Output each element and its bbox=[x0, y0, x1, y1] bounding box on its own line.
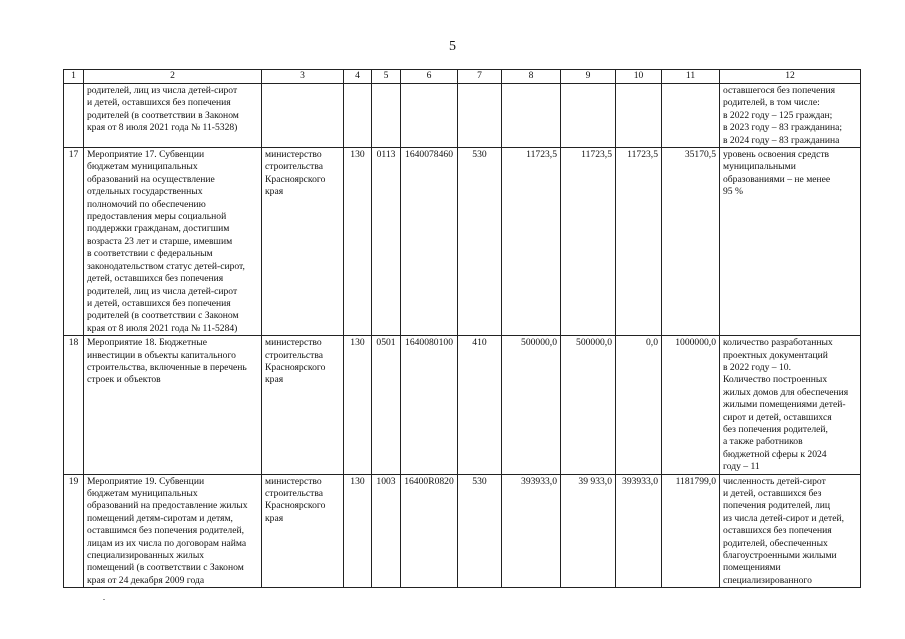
code-vr-cell: 530 bbox=[458, 474, 502, 588]
cell-text-line: министерство bbox=[265, 337, 322, 349]
cell-text-line: родителей (в соответствии с Законом bbox=[87, 310, 239, 322]
cell-text-line: специализированного bbox=[723, 574, 812, 586]
table-row bbox=[64, 148, 861, 336]
code-grbs-cell: 130 bbox=[344, 474, 372, 588]
column-header: 10 bbox=[616, 70, 662, 84]
header-row bbox=[64, 70, 861, 84]
cell-text-line: численность детей-сирот bbox=[723, 475, 826, 487]
cell-text-line: и детей, оставшихся без попечения bbox=[87, 97, 231, 109]
cell-text-line: инвестиции в объекты капитального bbox=[87, 349, 236, 361]
table-row bbox=[64, 474, 861, 588]
cell-text-line: в соответствии с федеральным bbox=[87, 248, 213, 260]
cell-text-line: муниципальными bbox=[723, 161, 796, 173]
cell-text-line: края от 8 июля 2021 года № 11-5328) bbox=[87, 122, 238, 134]
cell-text-line: а также работников bbox=[723, 436, 803, 448]
expected-result-cell bbox=[720, 148, 861, 336]
cell-text-line: родителей, лиц из числа детей-сирот bbox=[87, 85, 238, 96]
cell-text-line: жилых домов для обеспечения bbox=[723, 386, 849, 398]
row-number-cell: 17 bbox=[64, 148, 84, 336]
cell-text-line: строительства bbox=[265, 349, 324, 361]
cell-text-line: родителей (в соответствии в Законом bbox=[87, 109, 239, 121]
cell-text-line: строек и объектов bbox=[87, 374, 161, 386]
amount-2023-cell: 500000,0 bbox=[561, 336, 616, 474]
cell-text-line: жилыми помещениями детей- bbox=[723, 399, 846, 411]
cell-text-line: образованиями – не менее bbox=[723, 173, 831, 185]
cell-text-line: министерство bbox=[265, 475, 322, 487]
column-header: 2 bbox=[84, 70, 262, 84]
expected-result-cell bbox=[720, 336, 861, 474]
cell-text-line: Красноярского bbox=[265, 500, 326, 512]
cell-text-line: без попечения родителей, bbox=[723, 423, 828, 435]
cell-text-line: количество разработанных bbox=[723, 337, 833, 349]
column-header: 9 bbox=[561, 70, 616, 84]
amount-2022-cell: 11723,5 bbox=[502, 148, 561, 336]
code-vr-cell: 410 bbox=[458, 336, 502, 474]
amount-2024-cell: 393933,0 bbox=[616, 474, 662, 588]
amount-2024-cell: 0,0 bbox=[616, 336, 662, 474]
cell-text-line: отдельных государственных bbox=[87, 186, 203, 198]
cell-text-line: и детей, оставшихся без попечения bbox=[87, 297, 231, 309]
code-rzpr-cell: 0501 bbox=[372, 336, 401, 474]
cell-text-line: бюджетам муниципальных bbox=[87, 488, 198, 499]
code-csr-cell: 1640080100 bbox=[401, 336, 458, 474]
cell-text-line: попечения родителей, лиц bbox=[723, 500, 831, 512]
amount-2023-cell: 39 933,0 bbox=[561, 474, 616, 588]
cell-text-line: края от 24 декабря 2009 года bbox=[87, 574, 205, 586]
cell-text-line: края от 8 июля 2021 года № 11-5284) bbox=[87, 322, 238, 334]
cell-text-line: детей, оставшихся без попечения bbox=[87, 273, 224, 285]
cell-text-line: поддержки гражданам, достигшим bbox=[87, 223, 230, 235]
cell-text-line: возраста 23 лет и старше, имевшим bbox=[87, 235, 233, 247]
code-rzpr-cell: 1003 bbox=[372, 474, 401, 588]
cell-text-line: в 2023 году – 83 гражданина; bbox=[723, 122, 843, 134]
cell-text-line: Количество построенных bbox=[723, 374, 828, 386]
code-csr-cell: 16400R0820 bbox=[401, 474, 458, 588]
expected-result-cell bbox=[720, 84, 861, 148]
cell-text-line: края bbox=[265, 512, 284, 524]
amount-2022-cell: 393933,0 bbox=[502, 474, 561, 588]
column-header: 6 bbox=[401, 70, 458, 84]
cell-text-line: Мероприятие 18. Бюджетные bbox=[87, 337, 207, 349]
scan-speck bbox=[103, 599, 105, 600]
cell-text-line: из числа детей-сирот и детей, bbox=[723, 512, 845, 524]
cell-text-line: бюджетам муниципальных bbox=[87, 161, 198, 173]
cell-text-line: Красноярского bbox=[265, 361, 326, 373]
cell-text-line: строительства bbox=[265, 161, 324, 173]
column-header: 5 bbox=[372, 70, 401, 84]
cell-text-line: законодательством статус детей-сирот, bbox=[87, 260, 245, 272]
code-csr-cell bbox=[401, 84, 458, 148]
cell-text-line: в 2022 году – 125 граждан; bbox=[723, 109, 833, 121]
row-number-cell bbox=[64, 84, 84, 148]
event-description-cell bbox=[84, 474, 262, 588]
event-description-cell bbox=[84, 336, 262, 474]
administrator-cell bbox=[262, 336, 344, 474]
cell-text-line: Мероприятие 19. Субвенции bbox=[87, 475, 205, 487]
cell-text-line: края bbox=[265, 186, 284, 198]
administrator-cell bbox=[262, 84, 344, 148]
cell-text-line: в 2024 году – 83 гражданина bbox=[723, 134, 840, 146]
cell-text-line: помещений (в соответствии с Законом bbox=[87, 562, 244, 574]
code-csr-cell: 1640078460 bbox=[401, 148, 458, 336]
administrator-cell bbox=[262, 148, 344, 336]
amount-total-cell: 1181799,0 bbox=[662, 474, 720, 588]
cell-text-line: министерство bbox=[265, 149, 322, 161]
event-description-cell bbox=[84, 148, 262, 336]
cell-text-line: проектных документаций bbox=[723, 349, 828, 361]
code-rzpr-cell bbox=[372, 84, 401, 148]
cell-text-line: родителей, лиц из числа детей-сирот bbox=[87, 285, 238, 297]
amount-total-cell: 35170,5 bbox=[662, 148, 720, 336]
cell-text-line: строительства, включенные в перечень bbox=[87, 361, 247, 373]
cell-text-line: бюджетной сферы к 2024 bbox=[723, 448, 827, 460]
cell-text-line: специализированных жилых bbox=[87, 550, 205, 562]
cell-text-line: строительства bbox=[265, 488, 324, 499]
cell-text-line: образований на осуществление bbox=[87, 173, 215, 185]
amount-2024-cell: 11723,5 bbox=[616, 148, 662, 336]
cell-text-line: сирот и детей, оставшихся bbox=[723, 411, 832, 423]
cell-text-line: 95 % bbox=[723, 186, 743, 198]
cell-text-line: оставшимся без попечения родителей, bbox=[87, 525, 244, 537]
cell-text-line: помещениями bbox=[723, 562, 781, 574]
cell-text-line: лицам из их числа по договорам найма bbox=[87, 537, 247, 549]
amount-2023-cell bbox=[561, 84, 616, 148]
code-vr-cell: 530 bbox=[458, 148, 502, 336]
cell-text-line: Мероприятие 17. Субвенции bbox=[87, 149, 205, 161]
column-header: 12 bbox=[720, 70, 861, 84]
cell-text-line: оставшегося без попечения bbox=[723, 85, 836, 96]
cell-text-line: Красноярского bbox=[265, 173, 326, 185]
cell-text-line: полномочий по обеспечению bbox=[87, 198, 206, 210]
program-activities-table bbox=[63, 69, 861, 588]
cell-text-line: предоставления меры социальной bbox=[87, 211, 227, 223]
administrator-cell bbox=[262, 474, 344, 588]
amount-2024-cell bbox=[616, 84, 662, 148]
page-number: 5 bbox=[449, 39, 456, 54]
cell-text-line: уровень освоения средств bbox=[723, 149, 830, 161]
cell-text-line: родителей, в том числе: bbox=[723, 97, 820, 109]
cell-text-line: в 2022 году – 10. bbox=[723, 361, 791, 373]
cell-text-line: оставшихся без попечения bbox=[723, 525, 832, 537]
code-vr-cell bbox=[458, 84, 502, 148]
cell-text-line: образований на предоставление жилых bbox=[87, 500, 248, 512]
code-grbs-cell bbox=[344, 84, 372, 148]
cell-text-line: помещений детям-сиротам и детям, bbox=[87, 512, 233, 524]
amount-total-cell: 1000000,0 bbox=[662, 336, 720, 474]
cell-text-line: благоустроенными жилыми bbox=[723, 550, 837, 562]
amount-total-cell bbox=[662, 84, 720, 148]
cell-text-line: края bbox=[265, 374, 284, 386]
cell-text-line: родителей, обеспеченных bbox=[723, 537, 828, 549]
column-header: 1 bbox=[64, 70, 84, 84]
code-grbs-cell: 130 bbox=[344, 336, 372, 474]
column-header: 11 bbox=[662, 70, 720, 84]
amount-2022-cell: 500000,0 bbox=[502, 336, 561, 474]
row-number-cell: 19 bbox=[64, 474, 84, 588]
column-header: 4 bbox=[344, 70, 372, 84]
column-header: 7 bbox=[458, 70, 502, 84]
table-body bbox=[64, 84, 861, 588]
expected-result-cell bbox=[720, 474, 861, 588]
cell-text-line: году – 11 bbox=[723, 461, 760, 473]
code-grbs-cell: 130 bbox=[344, 148, 372, 336]
cell-text-line: и детей, оставшихся без bbox=[723, 488, 822, 499]
column-header: 8 bbox=[502, 70, 561, 84]
column-header: 3 bbox=[262, 70, 344, 84]
amount-2022-cell bbox=[502, 84, 561, 148]
table-row bbox=[64, 84, 861, 148]
amount-2023-cell: 11723,5 bbox=[561, 148, 616, 336]
code-rzpr-cell: 0113 bbox=[372, 148, 401, 336]
row-number-cell: 18 bbox=[64, 336, 84, 474]
event-description-cell bbox=[84, 84, 262, 148]
table-row bbox=[64, 336, 861, 474]
